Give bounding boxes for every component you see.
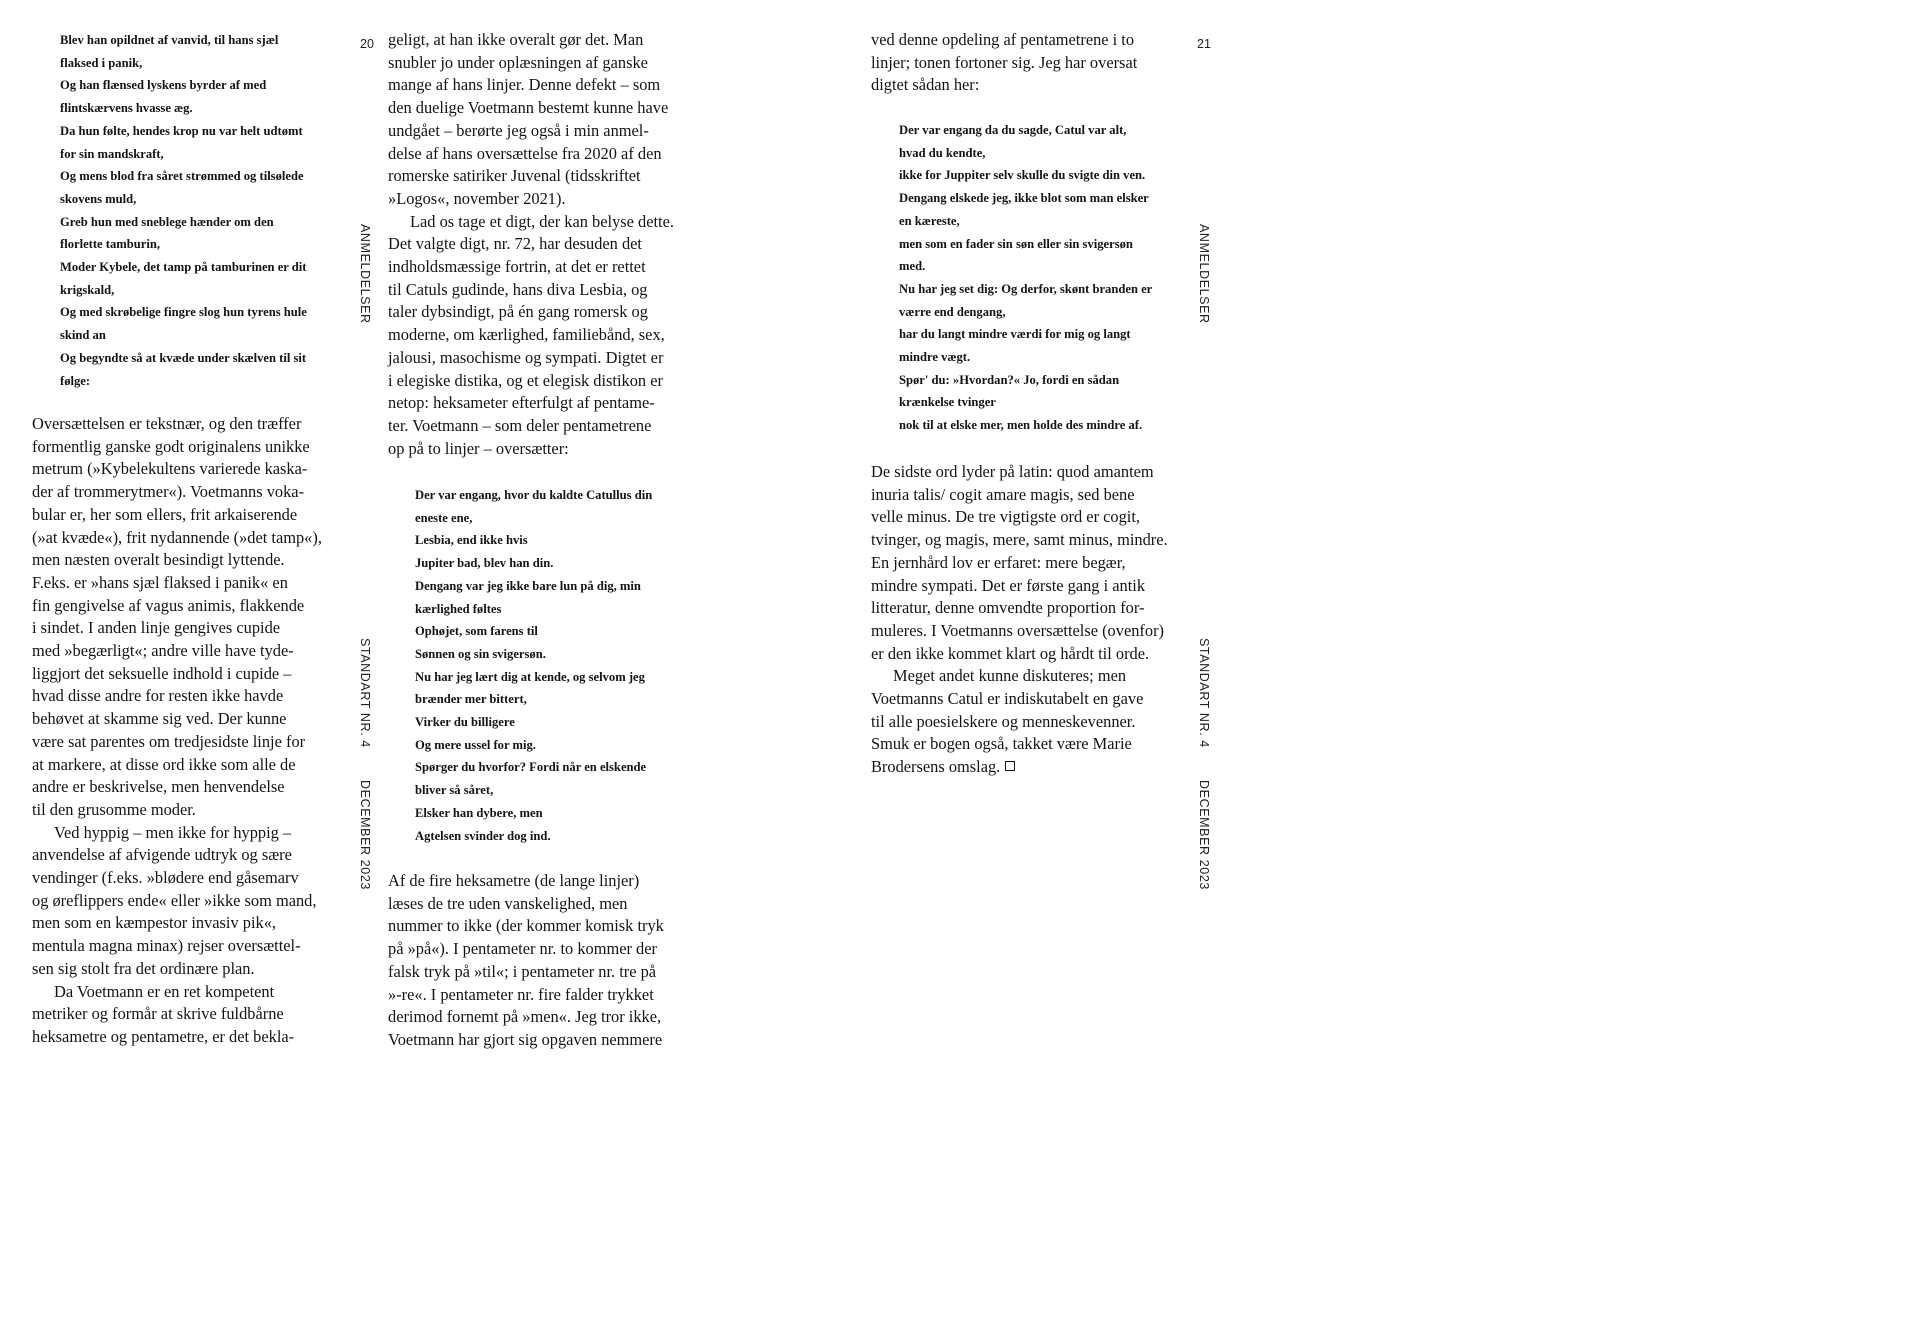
text-line: tvinger, og magis, mere, samt minus, mindre. [871, 530, 1168, 550]
poem-excerpt-1 [60, 29, 307, 392]
poem-line: Blev han opildnet af vanvid, til hans sjæl [60, 33, 279, 47]
text-line: De sidste ord lyder på latin: quod amantem [871, 462, 1154, 481]
text-line: »Logos«, november 2021). [388, 188, 566, 208]
text-line: andre er beskrivelse, men henvendelse [32, 777, 285, 797]
poem-line: Dengang elskede jeg, ikke blot som man elsker [899, 191, 1149, 206]
text-line: ved denne opdeling af pentametrene i to [871, 30, 1135, 49]
text-line: jalousi, masochisme og sympati. Digtet er [388, 347, 664, 367]
end-of-article-square-icon [1005, 761, 1015, 771]
text-line: geligt, at han ikke overalt gør det. Man [388, 30, 644, 49]
text-line: med »begærligt«; andre ville have tyde- [32, 641, 294, 661]
poem-line: en kæreste, [899, 213, 960, 228]
text-line: Meget andet kunne diskuteres; men [893, 666, 1127, 686]
text-line: Det valgte digt, nr. 72, har desuden det [388, 234, 642, 254]
column-2-body-top [388, 29, 674, 460]
text-line: op på to linjer – oversætter: [388, 438, 569, 458]
text-line: men som en kæmpestor invasiv pik«, [32, 913, 277, 933]
poem-line: mindre vægt. [899, 350, 971, 365]
poem-line: Og mere ussel for mig. [415, 737, 536, 752]
text-line: mentula magna minax) rejser oversættel- [32, 936, 301, 956]
poem-excerpt-2 [415, 484, 652, 847]
poem-line: skind an [60, 328, 106, 343]
page-number-left: 20 [360, 37, 374, 51]
poem-line: hvad du kendte, [899, 145, 986, 160]
running-head-section-left: ANMELDELSER [358, 224, 372, 324]
text-line: til den grusomme moder. [32, 799, 196, 819]
text-line: der af trommerytmer«). Voetmanns voka- [32, 482, 305, 502]
poem-line: ikke for Juppiter selv skulle du svigte din ven. [899, 168, 1146, 183]
text-line: anvendelse af afvigende udtryk og sære [32, 845, 292, 865]
poem-line: Spørger du hvorfor? Fordi når en elskende [415, 760, 647, 775]
poem-line: Lesbia, end ikke hvis [415, 533, 528, 548]
poem-line: Sønnen og sin svigersøn. [415, 646, 546, 661]
text-line: En jernhård lov er erfaret: mere begær, [871, 552, 1126, 572]
text-line: undgået – berørte jeg også i min anmel- [388, 120, 649, 140]
text-line: er den ikke kommet klart og hårdt til orde. [871, 643, 1150, 663]
poem-line: med. [899, 259, 926, 274]
poem-line: Der var engang, hvor du kaldte Catullus din [415, 488, 653, 502]
text-line: »-re«. I pentameter nr. fire falder trykket [388, 984, 654, 1004]
text-line: fin gengivelse af vagus animis, flakkende [32, 595, 305, 615]
column-1-body [32, 413, 322, 1049]
poem-line: Og begyndte så at kvæde under skælven til sit [60, 350, 307, 365]
poem-line: Nu har jeg lært dig at kende, og selvom jeg [415, 669, 645, 684]
text-line: formentlig ganske godt originalens unikke [32, 436, 310, 456]
text-line: i elegiske distika, og et elegisk distikon er [388, 370, 663, 390]
text-line: Da Voetmann er en ret kompetent [54, 981, 275, 1001]
poem-line: Agtelsen svinder dog ind. [415, 828, 551, 843]
text-line: hvad disse andre for resten ikke havde [32, 686, 284, 706]
text-line: den duelige Voetmann bestemt kunne have [388, 98, 669, 118]
column-2-body-bottom [388, 870, 664, 1052]
poem-line: Nu har jeg set dig: Og derfor, skønt branden er [899, 281, 1153, 296]
text-line: snubler jo under oplæsningen af ganske [388, 52, 648, 72]
poem-line: Jupiter bad, blev han din. [415, 556, 554, 571]
poem-line: Spør' du: »Hvordan?« Jo, fordi en sådan [899, 372, 1120, 387]
text-line: være sat parentes om tredjesidste linje for [32, 731, 306, 751]
text-line: behøvet at skamme sig ved. Der kunne [32, 709, 287, 729]
running-head-issue-right: STANDART NR. 4 [1197, 638, 1211, 748]
poem-line: Dengang var jeg ikke bare lun på dig, min [415, 578, 641, 593]
text-line: moderne, om kærlighed, familiebånd, sex, [388, 325, 665, 345]
text-line: bular er, her som ellers, frit arkaiserende [32, 504, 298, 524]
poem-line: Der var engang da du sagde, Catul var alt, [899, 123, 1127, 137]
poem-excerpt-3 [899, 119, 1152, 437]
poem-line: Greb hun med sneblege hænder om den [60, 214, 274, 229]
poem-line: Moder Kybele, det tamp på tamburinen er dit [60, 260, 307, 275]
text-line: mange af hans linjer. Denne defekt – som [388, 75, 661, 95]
text-line: og øreflippers ende« eller »ikke som mand, [32, 890, 317, 910]
text-line: Af de fire heksametre (de lange linjer) [388, 871, 640, 890]
text-line: indholdsmæssige fortrin, at det er rettet [388, 257, 646, 277]
text-line: Smuk er bogen også, takket være Marie [871, 734, 1132, 754]
text-line: litteratur, denne omvendte proportion for- [871, 598, 1145, 618]
running-head-issue-left: STANDART NR. 4 [358, 638, 372, 748]
text-line: til alle poesielskere og menneskevenner. [871, 711, 1136, 731]
poem-line: Og mens blod fra såret strømmed og tilsølede [60, 169, 304, 184]
poem-line: værre end dengang, [899, 304, 1006, 319]
poem-line: brænder mer bittert, [415, 692, 527, 707]
text-line: inuria talis/ cogit amare magis, sed bene [871, 484, 1135, 504]
text-line: vendinger (f.eks. »blødere end gåsemarv [32, 868, 299, 888]
text-line: F.eks. er »hans sjæl flaksed i panik« en [32, 572, 288, 592]
text-line: Lad os tage et digt, der kan belyse dette. [410, 211, 674, 231]
poem-line: bliver så såret, [415, 783, 494, 798]
poem-line: kærlighed føltes [415, 601, 502, 616]
text-line: delse af hans oversættelse fra 2020 af den [388, 143, 662, 163]
text-line: heksametre og pentametre, er det bekla- [32, 1026, 295, 1046]
running-head-date-right: DECEMBER 2023 [1197, 780, 1211, 890]
text-line: taler dybsindigt, på én gang romersk og [388, 302, 648, 322]
poem-line: følge: [60, 373, 91, 388]
text-line: mindre sympati. Det er første gang i antik [871, 575, 1146, 595]
text-line: men næsten overalt besindigt lyttende. [32, 550, 285, 570]
poem-line: flaksed i panik, [60, 55, 143, 70]
text-line: derimod fornemt på »men«. Jeg tror ikke, [388, 1007, 662, 1027]
text-line: romerske satiriker Juvenal (tidsskriftet [388, 166, 641, 186]
right-column-body-top [871, 29, 1137, 97]
poem-line: har du langt mindre værdi for mig og langt [899, 327, 1131, 342]
page-number-right: 21 [1197, 37, 1211, 51]
poem-line: krænkelse tvinger [899, 395, 996, 410]
poem-line: skovens muld, [60, 191, 137, 206]
text-line: falsk tryk på »til«; i pentameter nr. tre på [388, 961, 657, 981]
text-line: sen sig stolt fra det ordinære plan. [32, 958, 255, 978]
text-line: muleres. I Voetmanns oversættelse (ovenfor) [871, 620, 1164, 640]
text-line-last-text: Brodersens omslag. [871, 757, 1001, 777]
poem-line: Og med skrøbelige fingre slog hun tyrens hule [60, 305, 307, 320]
poem-line: Ophøjet, som farens til [415, 624, 538, 639]
poem-line: Og han flænsed lyskens byrder af med [60, 78, 267, 93]
text-line-last [871, 756, 1168, 779]
poem-line: Virker du billigere [415, 715, 515, 730]
running-head-section-right: ANMELDELSER [1197, 224, 1211, 324]
text-line: velle minus. De tre vigtigste ord er cogit, [871, 507, 1141, 527]
text-line: til Catuls gudinde, hans diva Lesbia, og [388, 279, 648, 299]
text-line: ter. Voetmann – som deler pentametrene [388, 415, 652, 435]
text-line: Voetmanns Catul er indiskutabelt en gave [871, 689, 1144, 709]
text-line: Oversættelsen er tekstnær, og den træffer [32, 414, 302, 433]
text-line: digtet sådan her: [871, 75, 980, 95]
poem-line: Elsker han dybere, men [415, 805, 543, 820]
text-line: læses de tre uden vanskelighed, men [388, 893, 628, 913]
poem-line: men som en fader sin søn eller sin svigersøn [899, 236, 1133, 251]
poem-line: flintskærvens hvasse æg. [60, 101, 193, 116]
text-line: på »på«). I pentameter nr. to kommer der [388, 939, 657, 959]
poem-line: Da hun følte, hendes krop nu var helt udtømt [60, 123, 303, 138]
text-line: Voetmann har gjort sig opgaven nemmere [388, 1029, 663, 1049]
text-line: Ved hyppig – men ikke for hyppig – [54, 822, 292, 842]
poem-line: nok til at elske mer, men holde des mindre af. [899, 418, 1143, 433]
text-line: i sindet. I anden linje gengives cupide [32, 618, 281, 638]
text-line: metriker og formår at skrive fuldbårne [32, 1004, 284, 1024]
text-line: linjer; tonen fortoner sig. Jeg har oversat [871, 52, 1138, 72]
text-line: (»at kvæde«), frit nydannende (»det tamp«), [32, 527, 322, 547]
poem-line: florlette tamburin, [60, 237, 161, 252]
text-line: liggjort det seksuelle indhold i cupide – [32, 663, 292, 683]
text-line: netop: heksameter efterfulgt af pentame- [388, 393, 655, 413]
poem-line: for sin mandskraft, [60, 146, 164, 161]
poem-line: krigskald, [60, 282, 115, 297]
running-head-date-left: DECEMBER 2023 [358, 780, 372, 890]
poem-line: eneste ene, [415, 510, 473, 525]
text-line: at markere, at disse ord ikke som alle de [32, 754, 296, 774]
text-line: metrum (»Kybelekultens varierede kaska- [32, 459, 308, 479]
text-line: nummer to ikke (der kommer komisk tryk [388, 916, 664, 936]
right-column-body-bottom [871, 461, 1168, 779]
